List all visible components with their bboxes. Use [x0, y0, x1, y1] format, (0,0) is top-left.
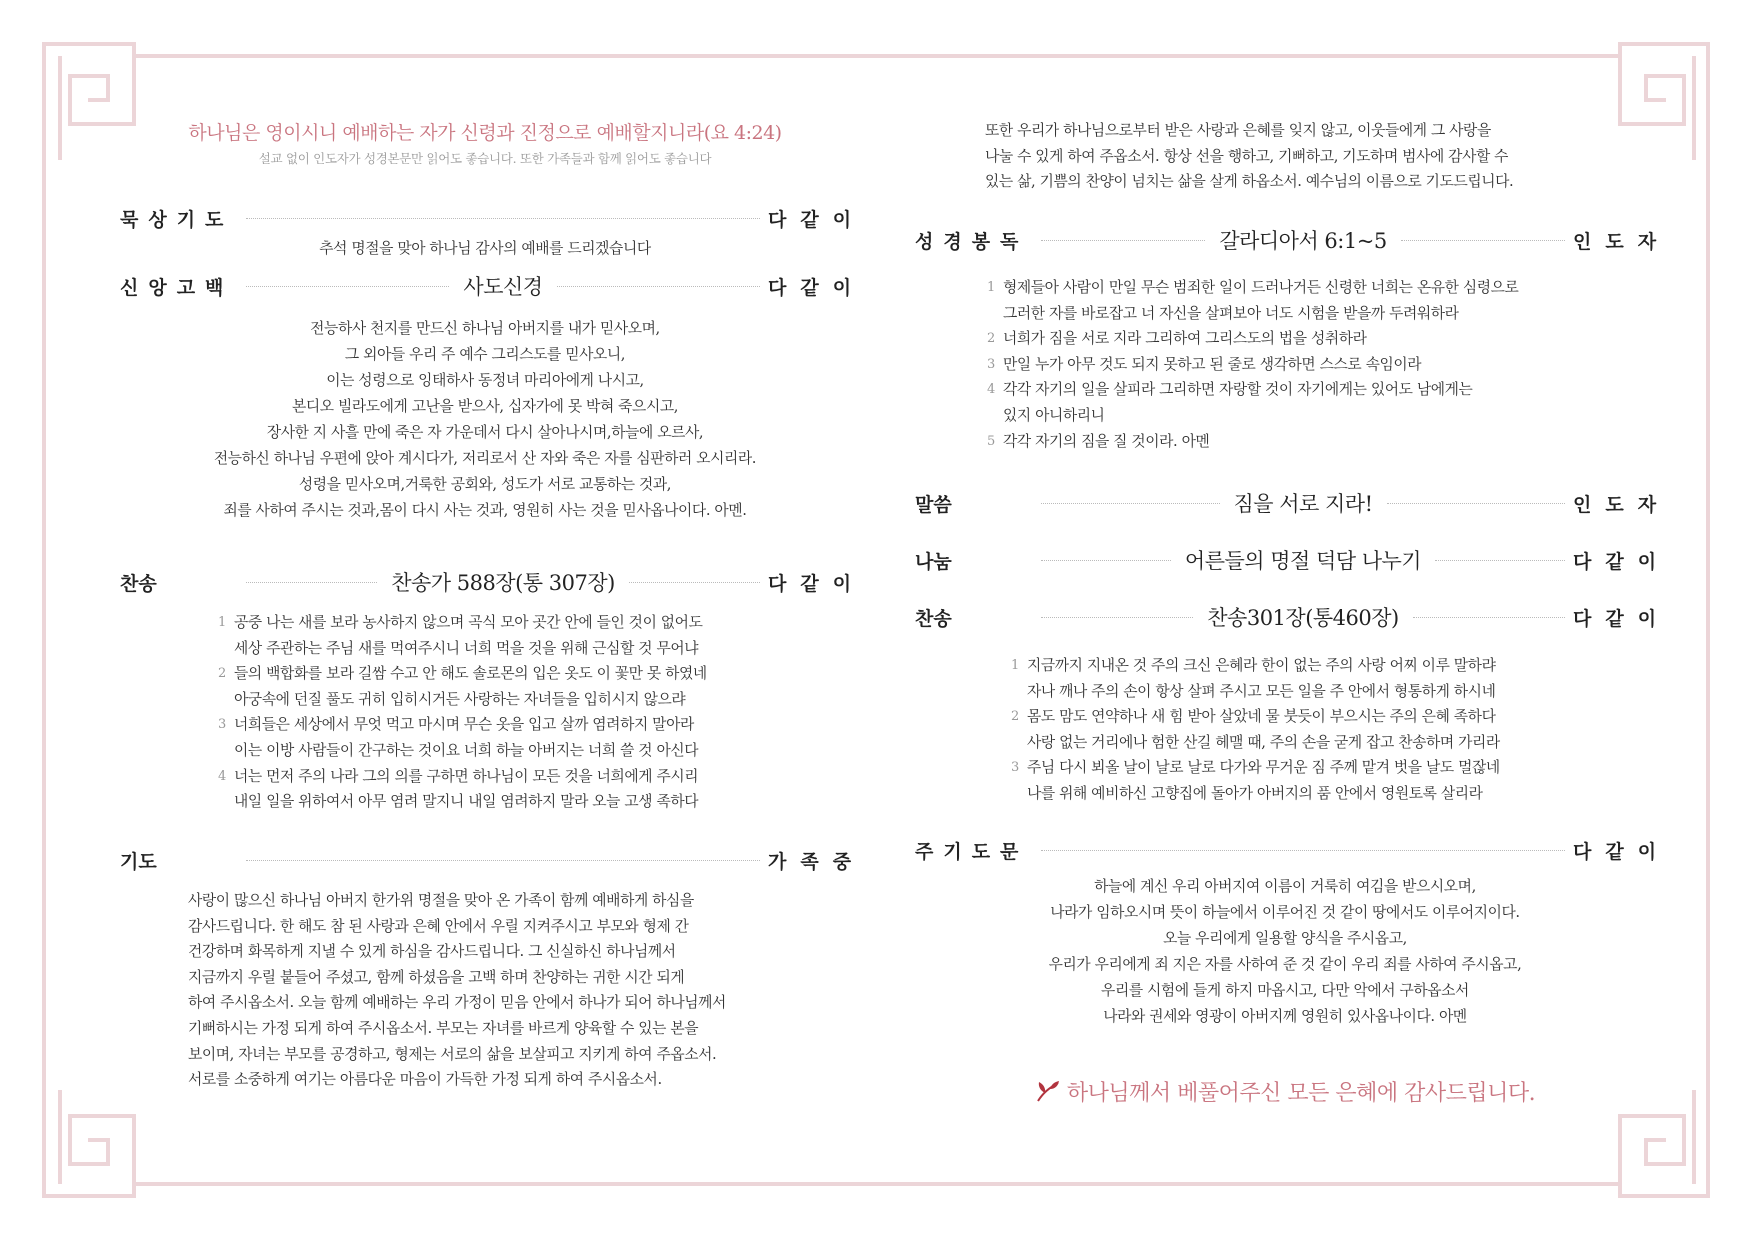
prayer-text — [188, 888, 726, 1093]
verse-line: 지금까지 지내온 것 주의 크신 은혜라 한이 없는 주의 사랑 어찌 이루 말하랴 — [1027, 657, 1496, 674]
verse-line: 너희들은 세상에서 무엇 먹고 마시며 무슨 옷을 입고 살까 염려하지 말아라 — [234, 716, 694, 734]
section-sharing — [915, 546, 1671, 574]
section-prayer — [120, 846, 866, 874]
list-item — [1011, 755, 1500, 806]
creed-line: 성령을 믿사오며,거룩한 공회와, 성도가 서로 교통하는 것과, — [298, 476, 672, 493]
verse-line: 각각 자기의 짐을 질 것이라. 아멘 — [1003, 432, 1210, 450]
dotted-leader — [1413, 617, 1565, 618]
verse-number: 3 — [218, 717, 226, 733]
section-label — [915, 604, 1033, 631]
lords-prayer-line: 나라와 권세와 영광이 아버지께 영원히 있사옵나이다. 아멘 — [1103, 1008, 1467, 1025]
dotted-leader — [246, 286, 449, 287]
verse-number: 2 — [1011, 709, 1019, 725]
creed-line: 전능하사 천지를 만드신 하나님 아버지를 내가 믿사오며, — [310, 320, 660, 337]
lords-prayer-line: 우리가 우리에게 죄 지은 자를 사하여 준 것 같이 우리 죄를 사하여 주시옵고, — [1048, 956, 1522, 973]
section-label: 신앙고백 — [120, 276, 234, 299]
prayer-line: 사랑이 많으신 하나님 아버지 한가위 명절을 맞아 온 가족이 함께 예배하게 하심을 — [188, 892, 694, 909]
creed-line: 전능하신 하나님 우편에 앉아 계시다가, 저리로서 산 자와 죽은 자를 심판하러 오시리라. — [213, 450, 757, 467]
silent-prayer-text: 추석 명절을 맞아 하나님 감사의 예배를 드리겠습니다 — [319, 240, 651, 257]
section-label — [915, 547, 1033, 574]
verse-line: 몸도 맘도 연약하나 새 힘 받아 살았네 물 붓듯이 부으시는 주의 은혜 족하다 — [1027, 708, 1496, 726]
verse-line: 아궁속에 던질 풀도 귀히 입히시거든 사랑하는 자녀들을 입히시지 않으랴 — [234, 690, 686, 708]
list-item — [987, 377, 1518, 428]
header-verse: 하나님은 영이시니 예배하는 자가 신령과 진정으로 예배할지니라(요 4:24) — [188, 122, 782, 144]
section-participant: 가족중 — [768, 850, 866, 873]
page-heading — [120, 118, 850, 167]
section-participant: 다같이 — [768, 208, 866, 231]
section-participant: 인도자 — [1573, 230, 1671, 253]
verse-line: 만일 누가 아무 것도 되지 못하고 된 줄로 생각하면 스스로 속임이라 — [1003, 355, 1422, 373]
section-lords-prayer — [915, 836, 1671, 864]
hymn-verses — [218, 610, 707, 815]
verse-number: 1 — [218, 615, 226, 630]
prayer-line: 또한 우리가 하나님으로부터 받은 사랑과 은혜를 잊지 않고, 이웃들에게 그 사랑을 — [985, 122, 1491, 139]
verse-line: 주님 다시 뵈올 날이 날로 날로 다가와 무거운 짐 주께 맡겨 벗을 날도 멀잖네 — [1027, 759, 1500, 777]
creed-line: 이는 성령으로 잉태하사 동정녀 마리아에게 나시고, — [326, 372, 644, 389]
verse-line: 자나 깨나 주의 손이 항상 살펴 주시고 모든 일을 주 안에서 형통하게 하시네 — [1027, 682, 1496, 700]
dotted-leader — [1041, 240, 1205, 241]
creed-line: 죄를 사하여 주시는 것과,몸이 다시 사는 것과, 영원히 사는 것을 믿사옵나이다. 아멘. — [223, 502, 747, 519]
dotted-leader — [246, 860, 760, 861]
dotted-leader — [1041, 560, 1171, 561]
verse-line: 너는 먼저 주의 나라 그의 의를 구하면 하나님이 모든 것을 너희에게 주시리 — [234, 767, 699, 785]
dotted-leader — [1041, 850, 1565, 851]
section-title: 찬송301장(통460장) — [1207, 606, 1399, 630]
verse-line: 공중 나는 새를 보라 농사하지 않으며 곡식 모아 곳간 안에 들인 것이 없어도 — [234, 614, 703, 631]
dotted-leader — [1401, 240, 1565, 241]
section-label-text: 나눔 — [915, 550, 952, 573]
lords-prayer-line: 나라가 임하오시며 뜻이 하늘에서 이루어진 것 같이 땅에서도 이루어지이다. — [1050, 904, 1520, 921]
verse-line: 나를 위해 예비하신 고향집에 돌아가 아버지의 품 안에서 영원토록 살리라 — [1027, 784, 1483, 802]
section-sermon — [915, 489, 1671, 517]
list-item — [987, 352, 1518, 378]
list-item — [987, 326, 1518, 352]
creed-line: 장사한 지 사흘 만에 죽은 자 가운데서 다시 살아나시며,하늘에 오르사, — [266, 424, 704, 441]
verse-line: 각각 자기의 일을 살피라 그리하면 자랑할 것이 자기에게는 있어도 남에게는 — [1003, 381, 1473, 399]
section-title: 어른들의 명절 덕담 나누기 — [1184, 549, 1422, 573]
verse-number: 2 — [987, 331, 995, 347]
verse-number: 2 — [218, 666, 226, 682]
prayer-line: 건강하며 화목하게 지낼 수 있게 하심을 감사드립니다. 그 신실하신 하나님께서 — [188, 943, 676, 961]
verse-number: 1 — [1011, 658, 1019, 673]
prayer-line: 기뻐하시는 가정 되게 하여 주시옵소서. 부모는 자녀를 바르게 양육할 수 있는 본을 — [188, 1019, 699, 1037]
verse-line: 있지 아니하리니 — [1003, 406, 1105, 424]
list-item — [987, 429, 1518, 455]
section-participant: 다같이 — [1573, 550, 1671, 573]
section-title: 갈라디아서 6:1~5 — [1219, 229, 1387, 253]
section-label — [915, 490, 1033, 517]
section-label-text: 찬송 — [120, 572, 157, 595]
prayer-line: 서로를 소중하게 여기는 아름다운 마음이 가득한 가정 되게 하여 주시옵소서. — [188, 1071, 662, 1089]
section-label — [120, 847, 238, 874]
hymn-verses-2 — [1011, 653, 1500, 807]
dotted-leader — [557, 286, 760, 287]
lords-prayer-line: 오늘 우리에게 일용할 양식을 주시옵고, — [1163, 930, 1407, 947]
section-label-text: 말씀 — [915, 493, 952, 516]
section-title: 찬송가 588장(통 307장) — [391, 571, 615, 595]
verse-line: 이는 이방 사람들이 간구하는 것이요 너희 하늘 아버지는 너희 쓸 것 아신다 — [234, 741, 699, 759]
verse-line: 그러한 자를 바로잡고 너 자신을 살펴보아 너도 시험을 받을까 두려워하라 — [1003, 304, 1459, 322]
list-item — [987, 275, 1518, 326]
dotted-leader — [1041, 617, 1193, 618]
scripture-verses — [987, 275, 1518, 454]
leaf-icon — [1035, 1079, 1061, 1103]
verse-line: 사랑 없는 거리에나 험한 산길 헤맬 때, 주의 손을 굳게 잡고 찬송하며 가리라 — [1027, 733, 1500, 751]
verse-number: 4 — [218, 768, 226, 784]
section-participant: 인도자 — [1573, 493, 1671, 516]
verse-line: 내일 일을 위하여서 아무 염려 말지니 내일 염려하지 말라 오늘 고생 족하다 — [234, 793, 699, 811]
dotted-leader — [1041, 503, 1220, 504]
list-item — [1011, 653, 1500, 704]
verse-line: 너희가 짐을 서로 지라 그리하여 그리스도의 법을 성취하라 — [1003, 330, 1367, 348]
verse-number: 5 — [987, 433, 995, 449]
prayer-line: 감사드립니다. 한 해도 참 된 사랑과 은혜 안에서 우릴 지켜주시고 부모와 형제 간 — [188, 917, 689, 935]
prayer-line: 보이며, 자녀는 부모를 공경하고, 형제는 서로의 삶을 보살피고 지키게 하여 주옵소서. — [188, 1045, 717, 1063]
verse-line: 들의 백합화를 보라 길쌈 수고 안 해도 솔로몬의 입은 옷도 이 꽃만 못 하였네 — [234, 665, 707, 683]
dotted-leader — [246, 582, 377, 583]
creed-text — [120, 316, 850, 524]
lords-prayer-line: 하늘에 계신 우리 아버지여 이름이 거룩히 여김을 받으시오며, — [1094, 878, 1476, 895]
lords-prayer-line: 우리를 시험에 들게 하지 마옵시고, 다만 악에서 구하옵소서 — [1101, 982, 1469, 999]
dotted-leader — [1435, 560, 1565, 561]
list-item — [218, 610, 707, 661]
prayer-line: 나눌 수 있게 하여 주옵소서. 항상 선을 행하고, 기뻐하고, 기도하며 범사에 감사할 수 — [985, 147, 1509, 165]
section-label: 묵상기도 — [120, 208, 234, 231]
lords-prayer-text — [915, 874, 1655, 1030]
section-title: 사도신경 — [463, 275, 543, 299]
creed-line: 그 외아들 우리 주 예수 그리스도를 믿사오니, — [344, 346, 626, 363]
closing-text: 하나님께서 베풀어주신 모든 은혜에 감사드립니다. — [1066, 1081, 1536, 1106]
prayer-line: 있는 삶, 기쁨의 찬양이 넘치는 삶을 살게 하옵소서. 예수님의 이름으로 기도드립니다. — [985, 173, 1514, 191]
section-creed — [120, 272, 866, 300]
verse-number: 4 — [987, 382, 995, 398]
section-scripture-reading — [915, 226, 1671, 254]
list-item — [1011, 704, 1500, 755]
verse-number: 1 — [987, 280, 995, 295]
section-label: 주기도문 — [915, 840, 1029, 863]
section-participant: 다같이 — [1573, 840, 1671, 863]
list-item — [218, 712, 707, 763]
prayer-line: 하여 주시옵소서. 오늘 함께 예배하는 우리 가정이 믿음 안에서 하나가 되어 하나님께서 — [188, 994, 726, 1012]
verse-line: 형제들아 사람이 만일 무슨 범죄한 일이 드러나거든 신령한 너희는 온유한 심령으로 — [1003, 279, 1519, 296]
section-hymn — [120, 568, 866, 596]
section-participant: 다같이 — [768, 572, 866, 595]
section-silent-prayer — [120, 204, 866, 232]
section-participant: 다같이 — [1573, 607, 1671, 630]
prayer-line: 지금까지 우릴 붙들어 주셨고, 함께 하셨음을 고백 하며 찬양하는 귀한 시간 되게 — [188, 968, 685, 986]
section-participant: 다같이 — [768, 276, 866, 299]
list-item — [218, 764, 707, 815]
verse-number: 3 — [987, 356, 995, 372]
closing-message — [915, 1076, 1655, 1107]
dotted-leader — [246, 218, 760, 219]
dotted-leader — [1387, 503, 1566, 504]
prayer-continued — [985, 118, 1513, 195]
header-note: 설교 없이 인도자가 성경본문만 읽어도 좋습니다. 또한 가족들과 함께 읽어도 좋습니다 — [258, 151, 712, 166]
section-label: 성경봉독 — [915, 230, 1029, 253]
section-label-text: 기도 — [120, 850, 157, 873]
dotted-leader — [629, 582, 760, 583]
section-title: 짐을 서로 지라! — [1233, 492, 1373, 516]
section-hymn-2 — [915, 603, 1671, 631]
list-item — [218, 661, 707, 712]
section-label — [120, 569, 238, 596]
creed-line: 본디오 빌라도에게 고난을 받으사, 십자가에 못 박혀 죽으시고, — [291, 398, 679, 415]
verse-line: 세상 주관하는 주님 새를 먹여주시니 너희 먹을 것을 위해 근심할 것 무어냐 — [234, 639, 699, 657]
section-label-text: 찬송 — [915, 607, 952, 630]
verse-number: 3 — [1011, 760, 1019, 776]
